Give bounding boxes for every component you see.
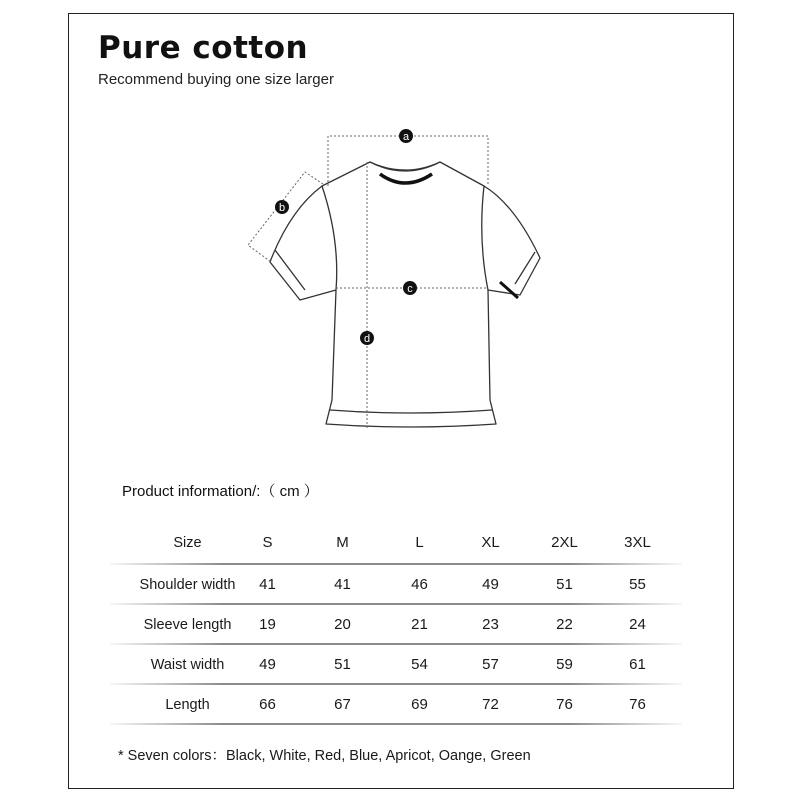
page-title: Pure cotton <box>98 30 309 66</box>
table-cell: 49 <box>482 576 499 593</box>
size-header-label: Size <box>173 535 202 551</box>
size-header: M <box>336 534 349 551</box>
table-cell: 51 <box>556 576 573 593</box>
shoulder-width-guide <box>328 136 488 186</box>
size-header: 3XL <box>624 534 651 551</box>
table-cell: 41 <box>259 576 276 593</box>
marker-a <box>399 129 413 143</box>
svg-text:b: b <box>278 202 286 214</box>
table-cell: 66 <box>259 696 276 713</box>
table-cell: 20 <box>334 616 351 633</box>
collar <box>380 174 432 183</box>
table-row <box>110 564 690 604</box>
row-label: Length <box>165 697 210 713</box>
table-cell: 41 <box>334 576 351 593</box>
svg-text:d: d <box>363 333 371 345</box>
table-cell: 24 <box>629 616 646 633</box>
table-cell: 51 <box>334 656 351 673</box>
table-row <box>110 644 690 684</box>
table-cell: 22 <box>556 616 573 633</box>
table-cell: 55 <box>629 576 646 593</box>
table-cell: 76 <box>629 696 646 713</box>
row-divider <box>110 723 682 725</box>
sleeve-length-guide <box>248 172 323 262</box>
product-information-label: Product information/:（ cm ） <box>122 483 319 500</box>
page-subtitle: Recommend buying one size larger <box>98 71 334 88</box>
svg-text:c: c <box>407 283 413 295</box>
table-cell: 23 <box>482 616 499 633</box>
size-header: S <box>262 534 273 551</box>
table-cell: 54 <box>411 656 428 673</box>
size-header: XL <box>481 534 500 551</box>
table-cell: 21 <box>411 616 428 633</box>
size-header: 2XL <box>551 534 578 551</box>
marker-c <box>403 281 417 295</box>
table-row <box>110 684 690 724</box>
tshirt-outline <box>270 162 540 427</box>
svg-text:a: a <box>402 131 410 143</box>
row-label: Sleeve length <box>143 617 232 633</box>
table-cell: 72 <box>482 696 499 713</box>
table-cell: 67 <box>334 696 351 713</box>
marker-d <box>360 331 374 345</box>
table-row <box>110 604 690 644</box>
row-label: Shoulder width <box>139 577 236 593</box>
table-cell: 19 <box>259 616 276 633</box>
size-table-header <box>110 522 690 564</box>
table-cell: 76 <box>556 696 573 713</box>
size-header: L <box>415 534 424 551</box>
size-table <box>110 522 690 724</box>
table-cell: 46 <box>411 576 428 593</box>
row-label: Waist width <box>150 657 225 673</box>
tshirt-diagram <box>230 118 560 448</box>
table-cell: 57 <box>482 656 499 673</box>
table-cell: 69 <box>411 696 428 713</box>
marker-b <box>275 200 289 214</box>
colors-note: * Seven colors：Black, White, Red, Blue, Apricot, Oange, Green <box>118 748 531 764</box>
table-cell: 59 <box>556 656 573 673</box>
table-cell: 61 <box>629 656 646 673</box>
table-cell: 49 <box>259 656 276 673</box>
